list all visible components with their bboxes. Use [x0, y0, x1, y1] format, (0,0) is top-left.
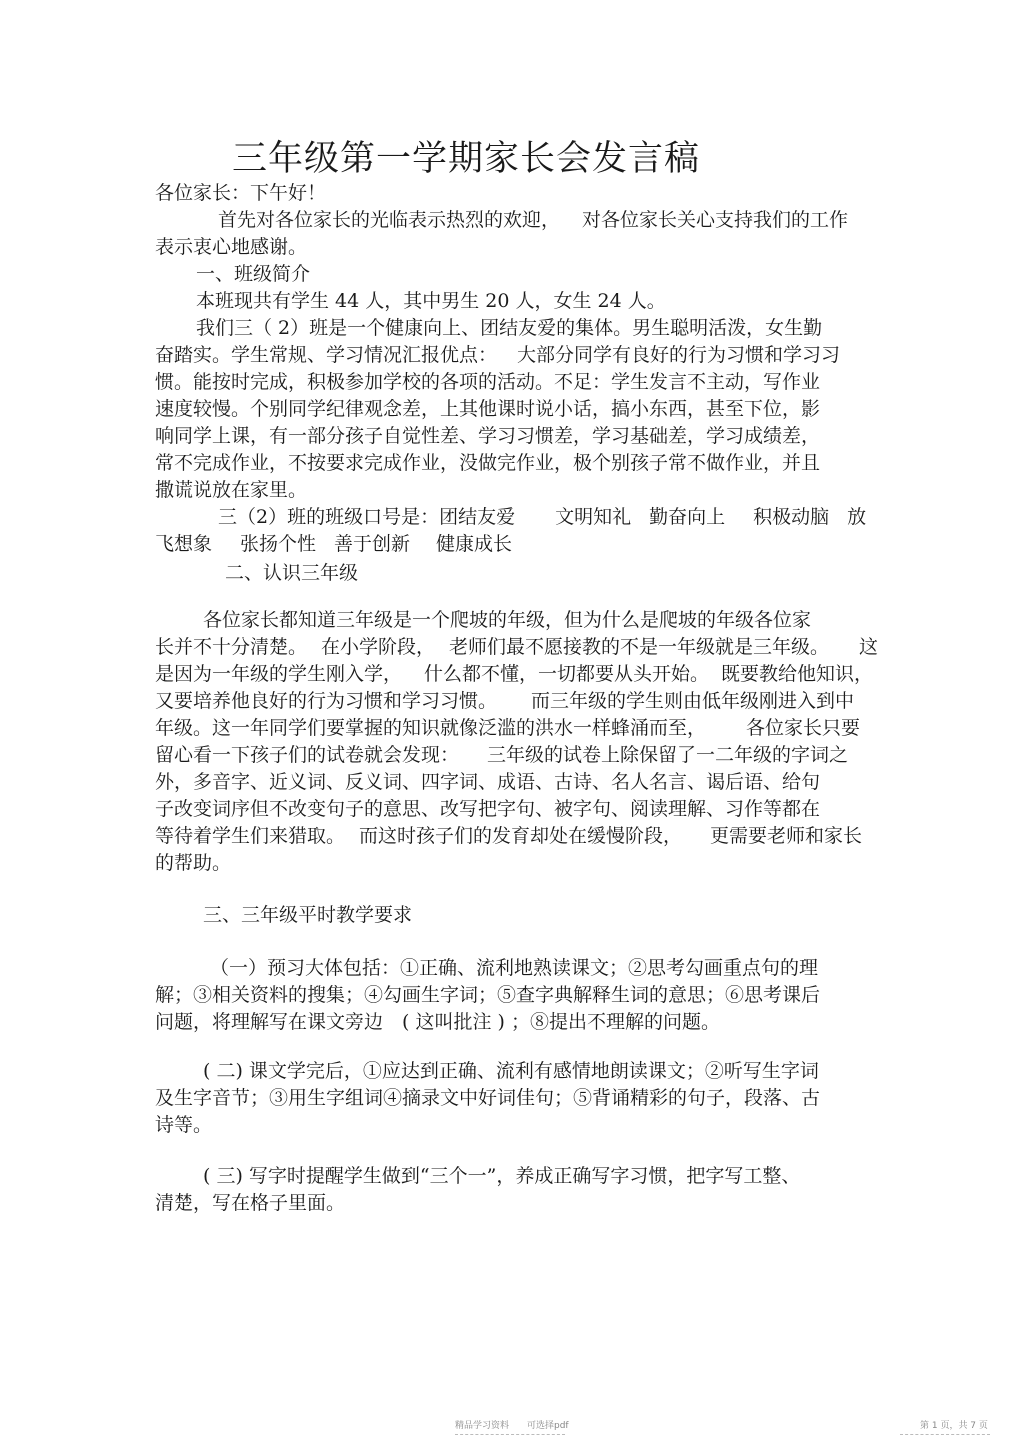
section3-p3-line-2: 清楚，写在格子里面。 [155, 1192, 346, 1214]
desc-part-b: 大部分同学有良好的行为习惯和学习习 [517, 344, 841, 366]
s2-part-1: 长并不十分清楚。 [155, 636, 308, 658]
desc-part-a: 奋踏实。学生常规、学习情况汇报优点： [155, 344, 498, 366]
section1-heading: 一、班级简介 [196, 263, 311, 285]
section2-line-5 [155, 715, 860, 741]
section3-p2-line-3: 诗等。 [155, 1114, 213, 1136]
slogan-6: 张扬个性 [240, 533, 317, 555]
section3-heading: 三、三年级平时教学要求 [203, 904, 413, 926]
class-slogan-line-1 [218, 504, 866, 530]
section2-line-7: 外，多音字、近义词、反义词、四字词、成语、古诗、名人名言、谒后语、给句 [155, 771, 821, 793]
s2-part-3: 老师们最不愿接教的不是一年级就是三年级。 [449, 636, 830, 658]
s2-part-16: 等待着学生们来猎取。 [155, 825, 346, 847]
student-count: 本班现共有学生 44 人，其中男生 20 人，女生 24 人。 [196, 290, 666, 312]
section2-line-3 [155, 661, 873, 687]
footer-left-text: 精品学习资料 可选择pdf [455, 1421, 569, 1431]
s2-part-7: 既要教给他知识， [721, 663, 874, 685]
section1-desc-4: 速度较慢。个别同学纪律观念差，上其他课时说小话，搞小东西，甚至下位，影 [155, 398, 821, 420]
section2-line-4 [155, 688, 854, 714]
slogan-3: 积极动脑 [753, 506, 830, 528]
s2-part-4: 这 [859, 636, 879, 658]
intro-line-1 [218, 207, 848, 233]
s2-part-11: 各位家长只要 [746, 717, 861, 739]
slogan-5: 飞想象 [155, 533, 213, 555]
s2-part-10: 年级。这一年同学们要掌握的知识就像泛滥的洪水一样蜂涌而至， [155, 717, 707, 739]
section3-p3-line-1: ( 三) 写字时提醒学生做到“三个一”，养成正确写字习惯，把字写工整、 [203, 1165, 801, 1187]
slogan-2: 勤奋向上 [649, 506, 726, 528]
intro-part-1: 首先对各位家长的光临表示热烈的欢迎， [218, 209, 561, 231]
section2-heading: 二、认识三年级 [225, 562, 359, 584]
section2-line-8: 子改变词序但不改变句子的意思、改写把字句、被字句、阅读理解、习作等都在 [155, 798, 821, 820]
slogan-label: 三（2）班的班级口号是：团结友爱 [218, 506, 516, 528]
s2-part-9: 而三年级的学生则由低年级刚进入到中 [531, 690, 855, 712]
section2-line-1: 各位家长都知道三年级是一个爬坡的年级，但为什么是爬坡的年级各位家 [203, 609, 812, 631]
s2-part-17: 而这时孩子们的发育却处在缓慢阶段， [359, 825, 683, 847]
slogan-1: 文明知礼 [555, 506, 632, 528]
section3-p2-line-2: 及生字音节；③用生字组词④摘录文中好词佳句；⑤背诵精彩的句子，段落、古 [155, 1087, 821, 1109]
section1-desc-3: 惯。能按时完成，积极参加学校的各项的活动。不足：学生发言不主动，写作业 [155, 371, 821, 393]
slogan-8: 健康成长 [436, 533, 513, 555]
section1-desc-1: 我们三（ 2）班是一个健康向上、团结友爱的集体。男生聪明活泼，女生勤 [196, 317, 823, 339]
slogan-7: 善于创新 [334, 533, 411, 555]
footer-dash-right [900, 1434, 990, 1435]
section3-p1-line-3: 问题，将理解写在课文旁边 ( 这叫批注 ) ；⑧提出不理解的问题。 [155, 1011, 720, 1033]
section3-p2-line-1: ( 二) 课文学完后，①应达到正确、流利有感情地朗读课文；②听写生字词 [203, 1060, 819, 1082]
s2-part-2: 在小学阶段， [321, 636, 436, 658]
section2-line-2 [155, 634, 878, 660]
greeting: 各位家长：下午好！ [155, 182, 327, 204]
section2-line-10: 的帮助。 [155, 852, 232, 874]
section1-desc-6: 常不完成作业，不按要求完成作业，没做完作业，极个别孩子常不做作业，并且 [155, 452, 821, 474]
s2-part-5: 是因为一年级的学生刚入学， [155, 663, 403, 685]
s2-part-6: 什么都不懂，一切都要从头开始。 [424, 663, 710, 685]
s2-part-13: 三年级的试卷上除保留了一二年级的字词之 [487, 744, 849, 766]
slogan-4: 放 [847, 506, 867, 528]
section1-desc-7: 撒谎说放在家里。 [155, 479, 308, 501]
section1-desc-2 [155, 342, 840, 368]
class-slogan-line-2 [155, 531, 512, 557]
footer-dash-left [455, 1434, 565, 1435]
intro-part-2: 对各位家长关心支持我们的工作 [582, 209, 849, 231]
intro-line-2: 表示衷心地感谢。 [155, 236, 308, 258]
section3-p1-line-2: 解；③相关资料的搜集；④勾画生字词；⑤查字典解释生词的意思；⑥思考课后 [155, 984, 821, 1006]
section3-p1-line-1: （一）预习大体包括：①正确、流利地熟读课文；②思考勾画重点句的理 [210, 957, 819, 979]
s2-part-18: 更需要老师和家长 [710, 825, 863, 847]
section2-line-9 [155, 823, 862, 849]
section1-desc-5: 响同学上课，有一部分孩子自觉性差、学习习惯差，学习基础差，学习成绩差， [155, 425, 821, 447]
page-number: 第 1 页，共 7 页 [920, 1421, 988, 1431]
s2-part-8: 又要培养他良好的行为习惯和学习习惯。 [155, 690, 498, 712]
document-title: 三年级第一学期家长会发言稿 [232, 139, 701, 179]
s2-part-12: 留心看一下孩子们的试卷就会发现： [155, 744, 460, 766]
section2-line-6 [155, 742, 848, 768]
